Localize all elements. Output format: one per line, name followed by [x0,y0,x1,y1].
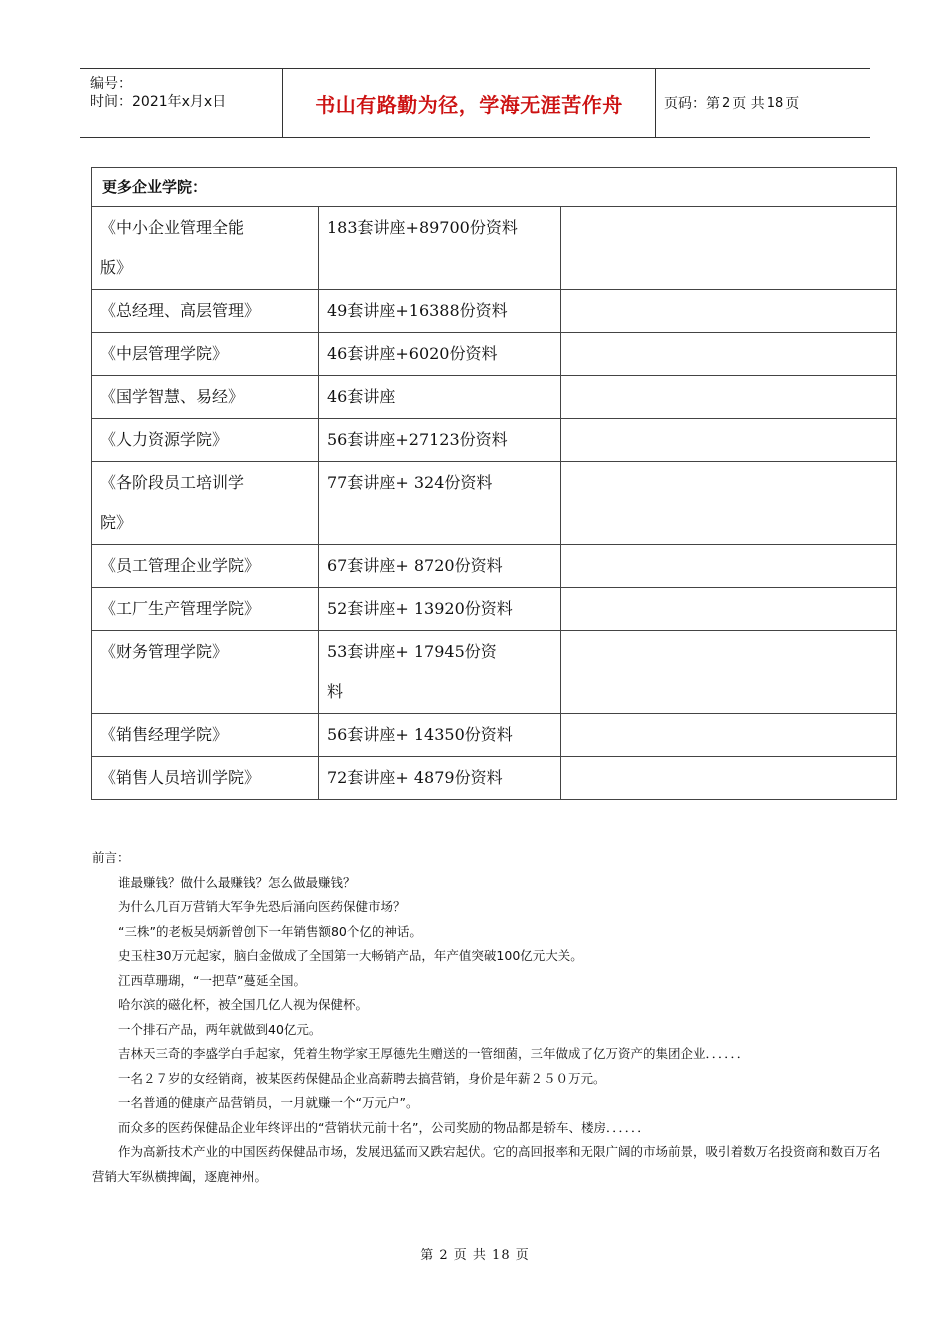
empty-cell [561,333,897,376]
course-name [92,462,319,545]
header-time-label: 时间：2021年x月x日 [90,94,227,110]
table-row [92,714,897,757]
resource-count-line: 46套讲座+6020份资料 [327,344,498,363]
course-name [92,376,319,419]
table-row [92,545,897,588]
header-motto: 书山有路勤为径，学海无涯苦作舟 [282,69,656,137]
course-name [92,757,319,800]
resource-count-line: 67套讲座+ 8720份资料 [327,556,503,575]
preface-paragraph: 一个排石产品，两年就做到40亿元。 [118,1021,322,1037]
course-resource-count [319,631,561,714]
preface-paragraph: 吉林天三奇的李盛学白手起家，凭着生物学家王厚德先生赠送的一管细菌，三年做成了亿万资产的集团企业．．．．．． [118,1046,750,1061]
course-name [92,714,319,757]
empty-cell [561,376,897,419]
header-number-label: 编号： [90,76,132,92]
course-resource-count [319,714,561,757]
page-footer: 第 2 页 共 18 页 [420,1248,530,1263]
table-row [92,290,897,333]
preface-paragraph: “三株”的老板吴炳新曾创下一年销售额80个亿的神话。 [118,923,422,939]
course-name-line: 《总经理、高层管理》 [100,301,261,320]
course-resource-count [319,545,561,588]
course-name [92,333,319,376]
table-row [92,333,897,376]
table-title-row [92,168,897,207]
course-name-line: 《中层管理学院》 [100,344,229,363]
preface-paragraphs [92,871,882,1190]
empty-cell [561,207,897,290]
course-resource-count [319,290,561,333]
course-name [92,631,319,714]
page-label: 页码：第 [664,96,720,112]
course-resource-count [319,207,561,290]
empty-cell [561,588,897,631]
course-name [92,545,319,588]
resource-count-line: 56套讲座+ 14350份资料 [327,725,513,744]
table-row [92,419,897,462]
header-meta [80,69,280,137]
resource-count-line: 52套讲座+ 13920份资料 [327,599,513,618]
course-name [92,419,319,462]
table-row [92,631,897,714]
course-resource-count [319,419,561,462]
preface-paragraph: 哈尔滨的磁化杯，被全国几亿人视为保健杯。 [118,997,369,1012]
resource-count-line: 72套讲座+ 4879份资料 [327,768,503,787]
preface-paragraph: 作为高新技术产业的中国医药保健品市场，发展迅猛而又跌宕起伏。它的高回报率和无限广阔的市场前景，吸引着数万名投资商和数百万名营销大军纵横捭阖，逐鹿神州。 [92,1144,881,1184]
course-name-line: 版》 [100,258,133,277]
page-mid: 页 共 [732,96,765,112]
course-name-line: 《财务管理学院》 [100,642,229,661]
resource-count-line: 料 [327,682,344,701]
course-name-line: 《销售经理学院》 [100,725,229,744]
table-row [92,462,897,545]
course-name [92,588,319,631]
course-resource-count [319,757,561,800]
table-row [92,588,897,631]
course-resource-count [319,588,561,631]
course-name-line: 《工厂生产管理学院》 [100,599,261,618]
course-resource-count [319,333,561,376]
table-row [92,376,897,419]
empty-cell [561,545,897,588]
resource-count-line: 56套讲座+27123份资料 [327,430,508,449]
preface-paragraph: 一名２７岁的女经销商，被某医药保健品企业高薪聘去搞营销，身价是年薪２５０万元。 [118,1070,606,1086]
course-name-line: 《员工管理企业学院》 [100,556,261,575]
course-name-line: 《销售人员培训学院》 [100,768,261,787]
page-end: 页 [785,96,800,112]
course-resource-count [319,376,561,419]
empty-cell [561,462,897,545]
course-resource-count [319,462,561,545]
empty-cell [561,714,897,757]
table-title: 更多企业学院： [92,168,897,207]
course-rows [92,207,897,800]
page-header [80,68,870,138]
resource-count-line: 183套讲座+89700份资料 [327,218,518,237]
preface-paragraph: 而众多的医药保健品企业年终评出的“营销状元前十名”，公司奖励的物品都是轿车、楼房．．．．．． [118,1119,650,1135]
empty-cell [561,631,897,714]
preface-section [92,846,882,1189]
course-name-line: 《各阶段员工培训学 [100,473,245,492]
header-page-indicator [664,69,799,137]
course-name [92,207,319,290]
empty-cell [561,757,897,800]
preface-paragraph: 谁最赚钱？做什么最赚钱？怎么做最赚钱？ [118,874,356,890]
table-row [92,757,897,800]
course-name-line: 《人力资源学院》 [100,430,229,449]
preface-paragraph: 江西草珊瑚，“一把草”蔓延全国。 [118,972,306,988]
preface-paragraph: 一名普通的健康产品营销员，一月就赚一个“万元户”。 [118,1095,419,1110]
course-name [92,290,319,333]
resource-count-line: 49套讲座+16388份资料 [327,301,508,320]
resource-count-line: 77套讲座+ 324份资料 [327,473,493,492]
course-name-line: 院》 [100,513,133,532]
preface-title: 前言： [92,850,130,865]
resource-count-line: 53套讲座+ 17945份资 [327,642,497,661]
table-row [92,207,897,290]
empty-cell [561,419,897,462]
resource-count-line: 46套讲座 [327,387,396,406]
course-name-line: 《国学智慧、易经》 [100,387,245,406]
empty-cell [561,290,897,333]
courses-table [91,167,897,800]
course-name-line: 《中小企业管理全能 [100,218,245,237]
preface-paragraph: 为什么几百万营销大军争先恐后涌向医药保健市场？ [118,899,406,914]
page-current: 2 [722,95,731,111]
preface-paragraph: 史玉柱30万元起家，脑白金做成了全国第一大畅销产品，年产值突破100亿元大关。 [118,948,583,963]
page-total: 18 [766,95,784,111]
